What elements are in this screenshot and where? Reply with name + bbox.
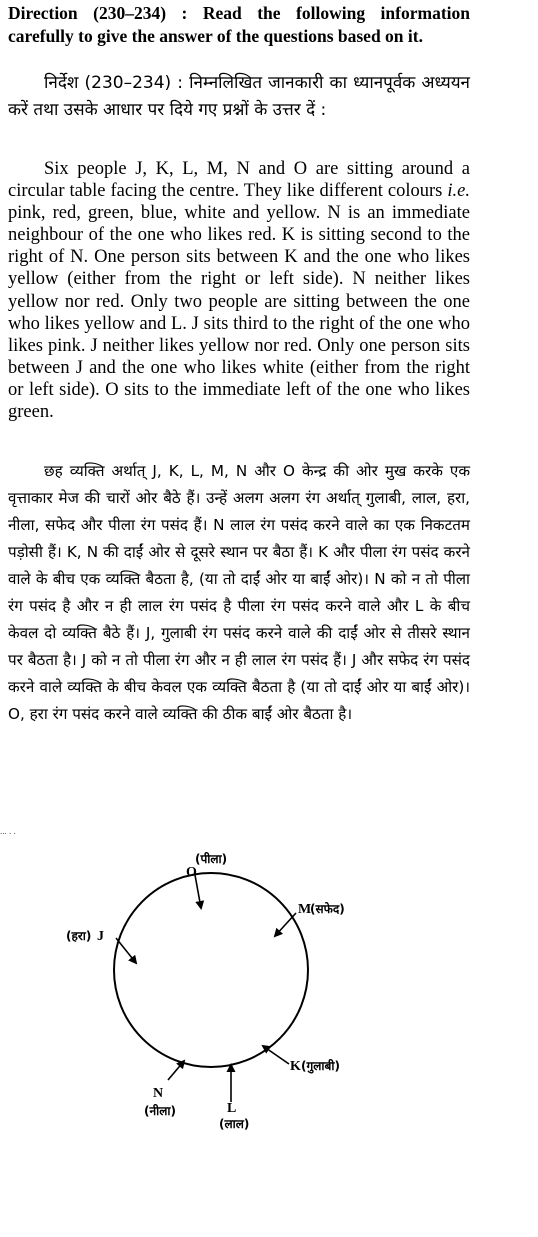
seat-k-person: K (290, 1059, 301, 1074)
arrow-k (263, 1046, 289, 1064)
seat-n-colour: (नीला) (144, 1104, 176, 1118)
seat-o-person: O (186, 865, 197, 880)
seat-o-colour: (पीला) (195, 852, 228, 866)
direction-english: Direction (230–234) : Read the following information carefully to give the answer of the questions based on it. (8, 3, 470, 46)
seat-n-person: N (153, 1086, 164, 1101)
seat-k-colour: (गुलाबी) (301, 1059, 340, 1073)
passage-english-part2: pink, red, green, blue, white and yellow. N is an immediate neighbour of the one who likes red. K is sitting second to the right of N. One person sits between K and the one who likes yellow (either from the right or left side). N neither likes yellow nor red. Only two people are sitting between the one who likes yellow and L. J sits third to the right of the one who likes pink. J neither likes yellow nor red. Only one person sits between J and the one who likes white (either from the right or left side). O sits to the immediate left of the one who likes green. (8, 203, 470, 423)
seat-l-colour: (लाल) (219, 1117, 250, 1131)
passage-english (8, 158, 470, 423)
seat-m-person: M (298, 902, 312, 917)
arrow-j (116, 938, 136, 963)
seat-j-colour: (हरा) (66, 929, 92, 943)
round-table (114, 873, 308, 1067)
arrow-m (275, 913, 296, 936)
seat-j-person: J (97, 929, 104, 944)
direction-hindi: निर्देश (230–234) : निम्नलिखित जानकारी का ध्यानपूर्वक अध्ययन करें तथा उसके आधार पर दिये गए प्रश्नों के उत्तर दें : (8, 73, 470, 120)
seating-diagram (0, 840, 538, 1140)
stray-marks: ... . . (0, 826, 16, 836)
seat-m-colour: (सफेद) (310, 902, 345, 916)
arrow-n (168, 1061, 184, 1080)
passage-english-ie: i.e. (447, 181, 470, 202)
passage-english-part1: Six people J, K, L, M, N and O are sitting around a circular table facing the centre. They like different colours (8, 159, 470, 202)
passage-hindi: छह व्यक्ति अर्थात् J, K, L, M, N और O केन्द्र की ओर मुख करके एक वृत्ताकार मेज की चारों ओर बैठे हैं। उन्हें अलग अलग रंग अर्थात् गुलाबी, लाल, हरा, नीला, सफेद और पीला रंग पसंद हैं। N लाल रंग पसंद करने वाले का एक निकटतम पड़ोसी हैं। K, N की दाईं ओर से दूसरे स्थान पर बैठा हैं। K और पीला रंग पसंद करने वाले के बीच एक व्यक्ति बैठता है, (या तो दाईं ओर या बाईं ओर)। N को न तो पीला रंग पसंद है और न ही लाल रंग पसंद है पीला रंग पसंद करने वाले और L के बीच केवल दो व्यक्ति बैठे हैं। J, गुलाबी रंग पसंद करने वाले की दाईं ओर से तीसरे स्थान पर बैठता है। J को न तो पीला रंग और न ही लाल रंग पसंद हैं। J और सफेद रंग पसंद करने वाले व्यक्ति के बीच केवल एक व्यक्ति बैठता है (या तो दाईं ओर या बाईं ओर)। O, हरा रंग पसंद करने वाले व्यक्ति की ठीक बाईं ओर बैठता है। (8, 462, 470, 723)
seat-l-person: L (227, 1101, 237, 1116)
